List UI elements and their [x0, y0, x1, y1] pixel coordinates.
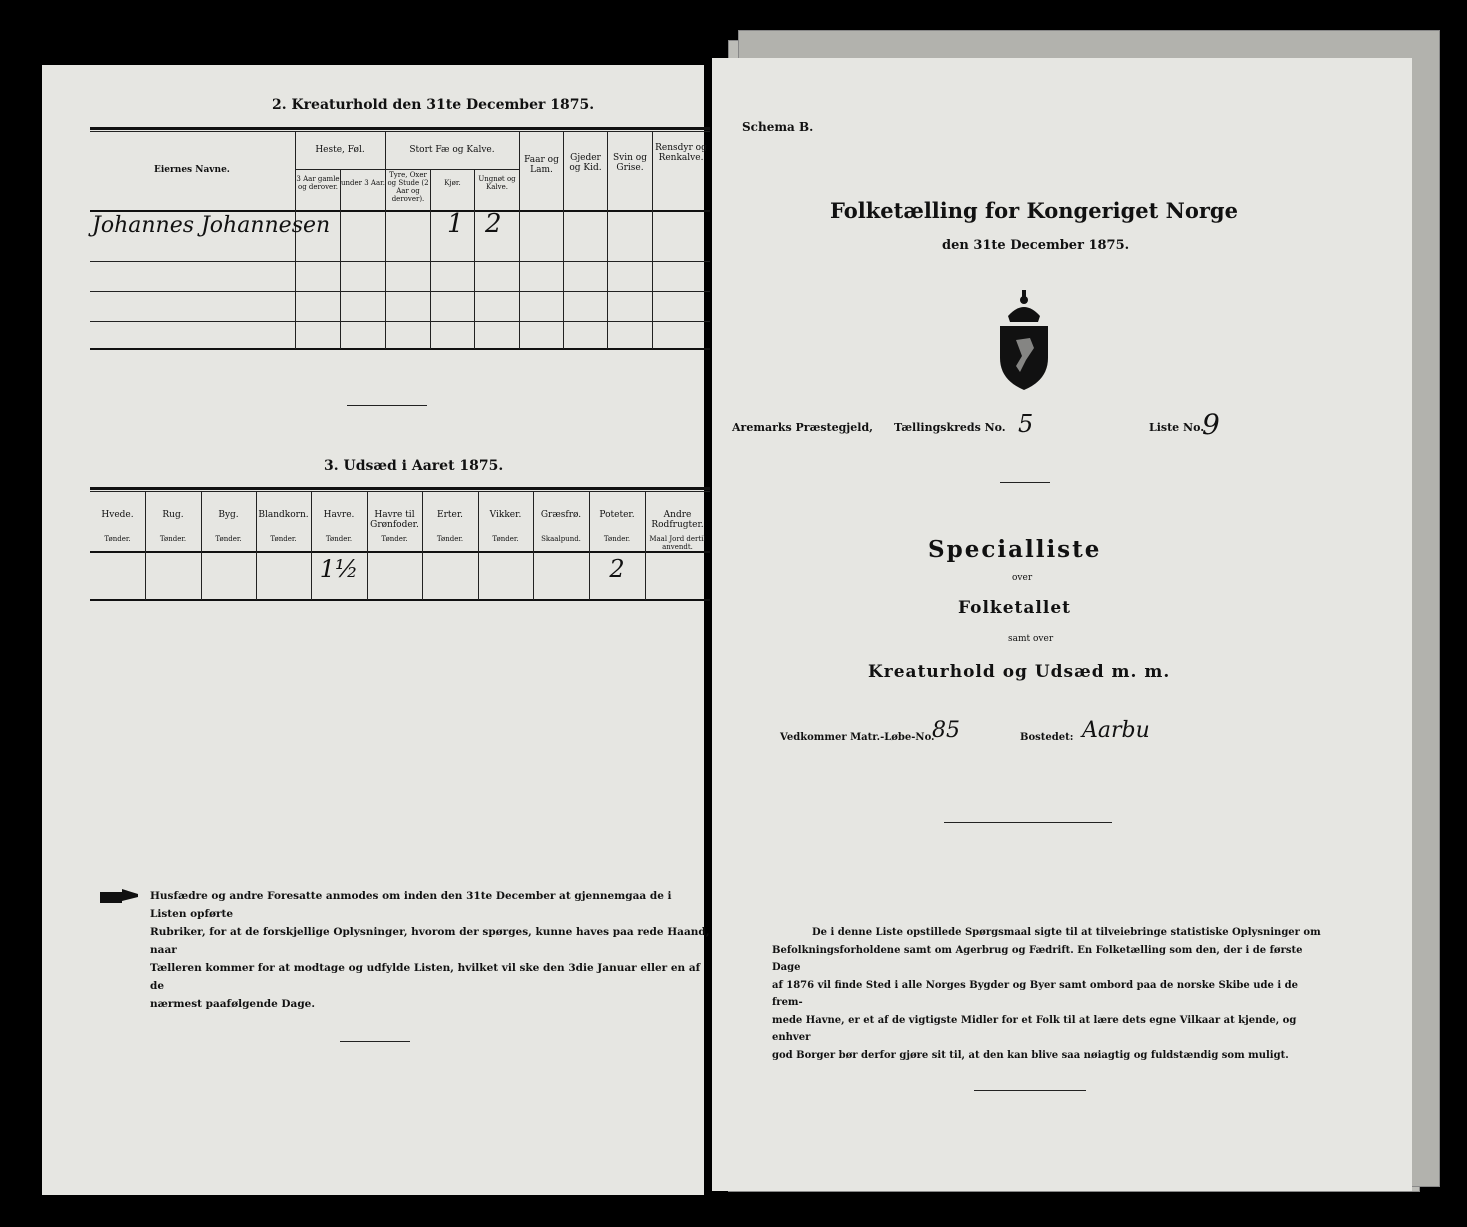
gjeder-header: Gjeder og Kid. [569, 153, 602, 173]
seed-unit: Tønder. [436, 535, 464, 543]
over-label: over [1012, 573, 1033, 583]
notice-line: nærmest paafølgende Dage. [150, 998, 315, 1010]
paragraph-line: Befolkningsforholdene samt om Agerbrug og Fædrift. En Folketælling som den, der i de første Dage [772, 944, 1303, 973]
seed-unit: Skaalpund. [541, 535, 581, 543]
bostedet-value: Aarbu [1082, 718, 1150, 743]
seed-unit: Tønder. [215, 535, 242, 543]
district-label: Tællingskreds No. [894, 421, 1006, 434]
seed-header: Vikker. [489, 510, 522, 520]
matr-value: 85 [932, 718, 960, 743]
seed-value: 2 [609, 555, 625, 583]
svin-header: Svin og Grise. [613, 153, 647, 173]
seed-unit: Tønder. [159, 535, 187, 543]
census-title: Folketælling for Kongeriget Norge [830, 198, 1238, 223]
heste-header: Heste, Føl. [315, 145, 365, 155]
right-page [712, 58, 1412, 1191]
footer-line [340, 1041, 410, 1042]
heste-sub1: 3 Aar gamle og derover. [296, 175, 340, 191]
ungnot-value: 2 [485, 209, 502, 239]
district-value: 5 [1018, 410, 1034, 438]
seed-unit: Maal Jord dertil anvendt. [649, 535, 706, 551]
seed-unit: Tønder. [381, 535, 408, 543]
parish-label: Aremarks Præstegjeld, [732, 421, 873, 434]
seed-header: Blandkorn. [258, 510, 309, 520]
heste-sub2: under 3 Aar. [341, 179, 385, 187]
seed-col-divider [478, 491, 479, 600]
section3-title: 3. Udsæd i Aaret 1875. [324, 458, 504, 474]
seed-header: Byg. [218, 510, 239, 520]
seed-unit: Tønder. [104, 535, 131, 543]
intro-paragraph [772, 924, 1322, 1064]
pointing-hand-icon [98, 887, 140, 909]
faar-header: Faar og Lam. [524, 155, 559, 175]
left-page [42, 65, 710, 1195]
matr-label: Vedkommer Matr.-Løbe-No. [780, 732, 935, 743]
seed-col-divider [201, 491, 202, 600]
notice-line: Husfædre og andre Foresatte anmodes om inden den 31te December at gjennemgaa de i Listen opførte [150, 890, 672, 920]
seed-col-divider [367, 491, 368, 600]
notice-line: Rubriker, for at de forskjellige Oplysninger, hvorom der spørges, kunne haves paa rede Haand, naar [150, 926, 710, 956]
paragraph-line: af 1876 vil finde Sted i alle Norges Bygder og Byer samt ombord paa de norske Skibe ude i de frem- [772, 979, 1298, 1008]
seed-header: Rug. [162, 510, 184, 520]
seed-unit: Tønder. [603, 535, 631, 543]
seed-col-divider [422, 491, 423, 600]
seed-col-divider [145, 491, 146, 600]
samt-over-label: samt over [1008, 634, 1054, 644]
paragraph-line: god Borger bør derfor gjøre sit til, at den kan blive saa nøiagtig og fuldstændig som muligt. [772, 1049, 1289, 1061]
seed-header: Andre Rodfrugter. [651, 510, 704, 530]
stort-sub1: Tyre, Oxer og Stude (2 Aar og derover). [387, 171, 429, 203]
kreaturhold-heading: Kreaturhold og Udsæd m. m. [868, 662, 1171, 682]
paragraph-line: mede Havne, er et af de vigtigste Midler for et Folk til at lære dets egne Vilkaar at kjende, og enhver [772, 1014, 1297, 1043]
notice-line: Tælleren kommer for at modtage og udfylde Listen, hvilket vil ske den 3die Januar eller en af de [150, 962, 701, 992]
seed-col-divider [533, 491, 534, 600]
seed-col-divider [311, 491, 312, 600]
schema-label: Schema B. [742, 120, 814, 134]
seed-header: Havre til Grønfoder. [370, 510, 419, 530]
paragraph-line: De i denne Liste opstillede Spørgsmaal sigte til at tilveiebringe statistiske Oplysninger om [812, 927, 1321, 938]
seed-header: Græsfrø. [540, 510, 582, 520]
owner-name: Johannes Johannesen [92, 213, 331, 238]
seed-unit: Tønder. [270, 535, 297, 543]
owner-header: Eiernes Navne. [154, 165, 230, 175]
list-label: Liste No. [1149, 421, 1205, 434]
notice-text [150, 887, 710, 1013]
seed-header: Havre. [323, 510, 355, 520]
section2-title: 2. Kreaturhold den 31te December 1875. [272, 97, 595, 113]
seed-unit: Tønder. [325, 535, 353, 543]
kjor-value: 1 [447, 209, 464, 239]
rensdyr-header: Rensdyr og Renkalve. [655, 143, 707, 163]
stort-sub2: Kjør. [444, 179, 461, 187]
seed-col-divider [589, 491, 590, 600]
separator [347, 405, 427, 406]
norwegian-coat-of-arms-icon [994, 288, 1054, 396]
seed-col-divider [256, 491, 257, 600]
seed-header: Poteter. [599, 510, 635, 520]
seed-unit: Tønder. [492, 535, 519, 543]
seed-header: Erter. [437, 510, 463, 520]
folketallet-heading: Folketallet [958, 598, 1071, 618]
specialliste-heading: Specialliste [928, 536, 1102, 563]
bostedet-label: Bostedet: [1020, 732, 1074, 743]
stort-header: Stort Fæ og Kalve. [409, 145, 495, 155]
stort-sub3: Ungnøt og Kalve. [478, 175, 516, 191]
seed-value: 1½ [319, 555, 359, 583]
census-date: den 31te December 1875. [942, 238, 1130, 253]
list-value: 9 [1202, 408, 1220, 441]
seed-header: Hvede. [101, 510, 134, 520]
